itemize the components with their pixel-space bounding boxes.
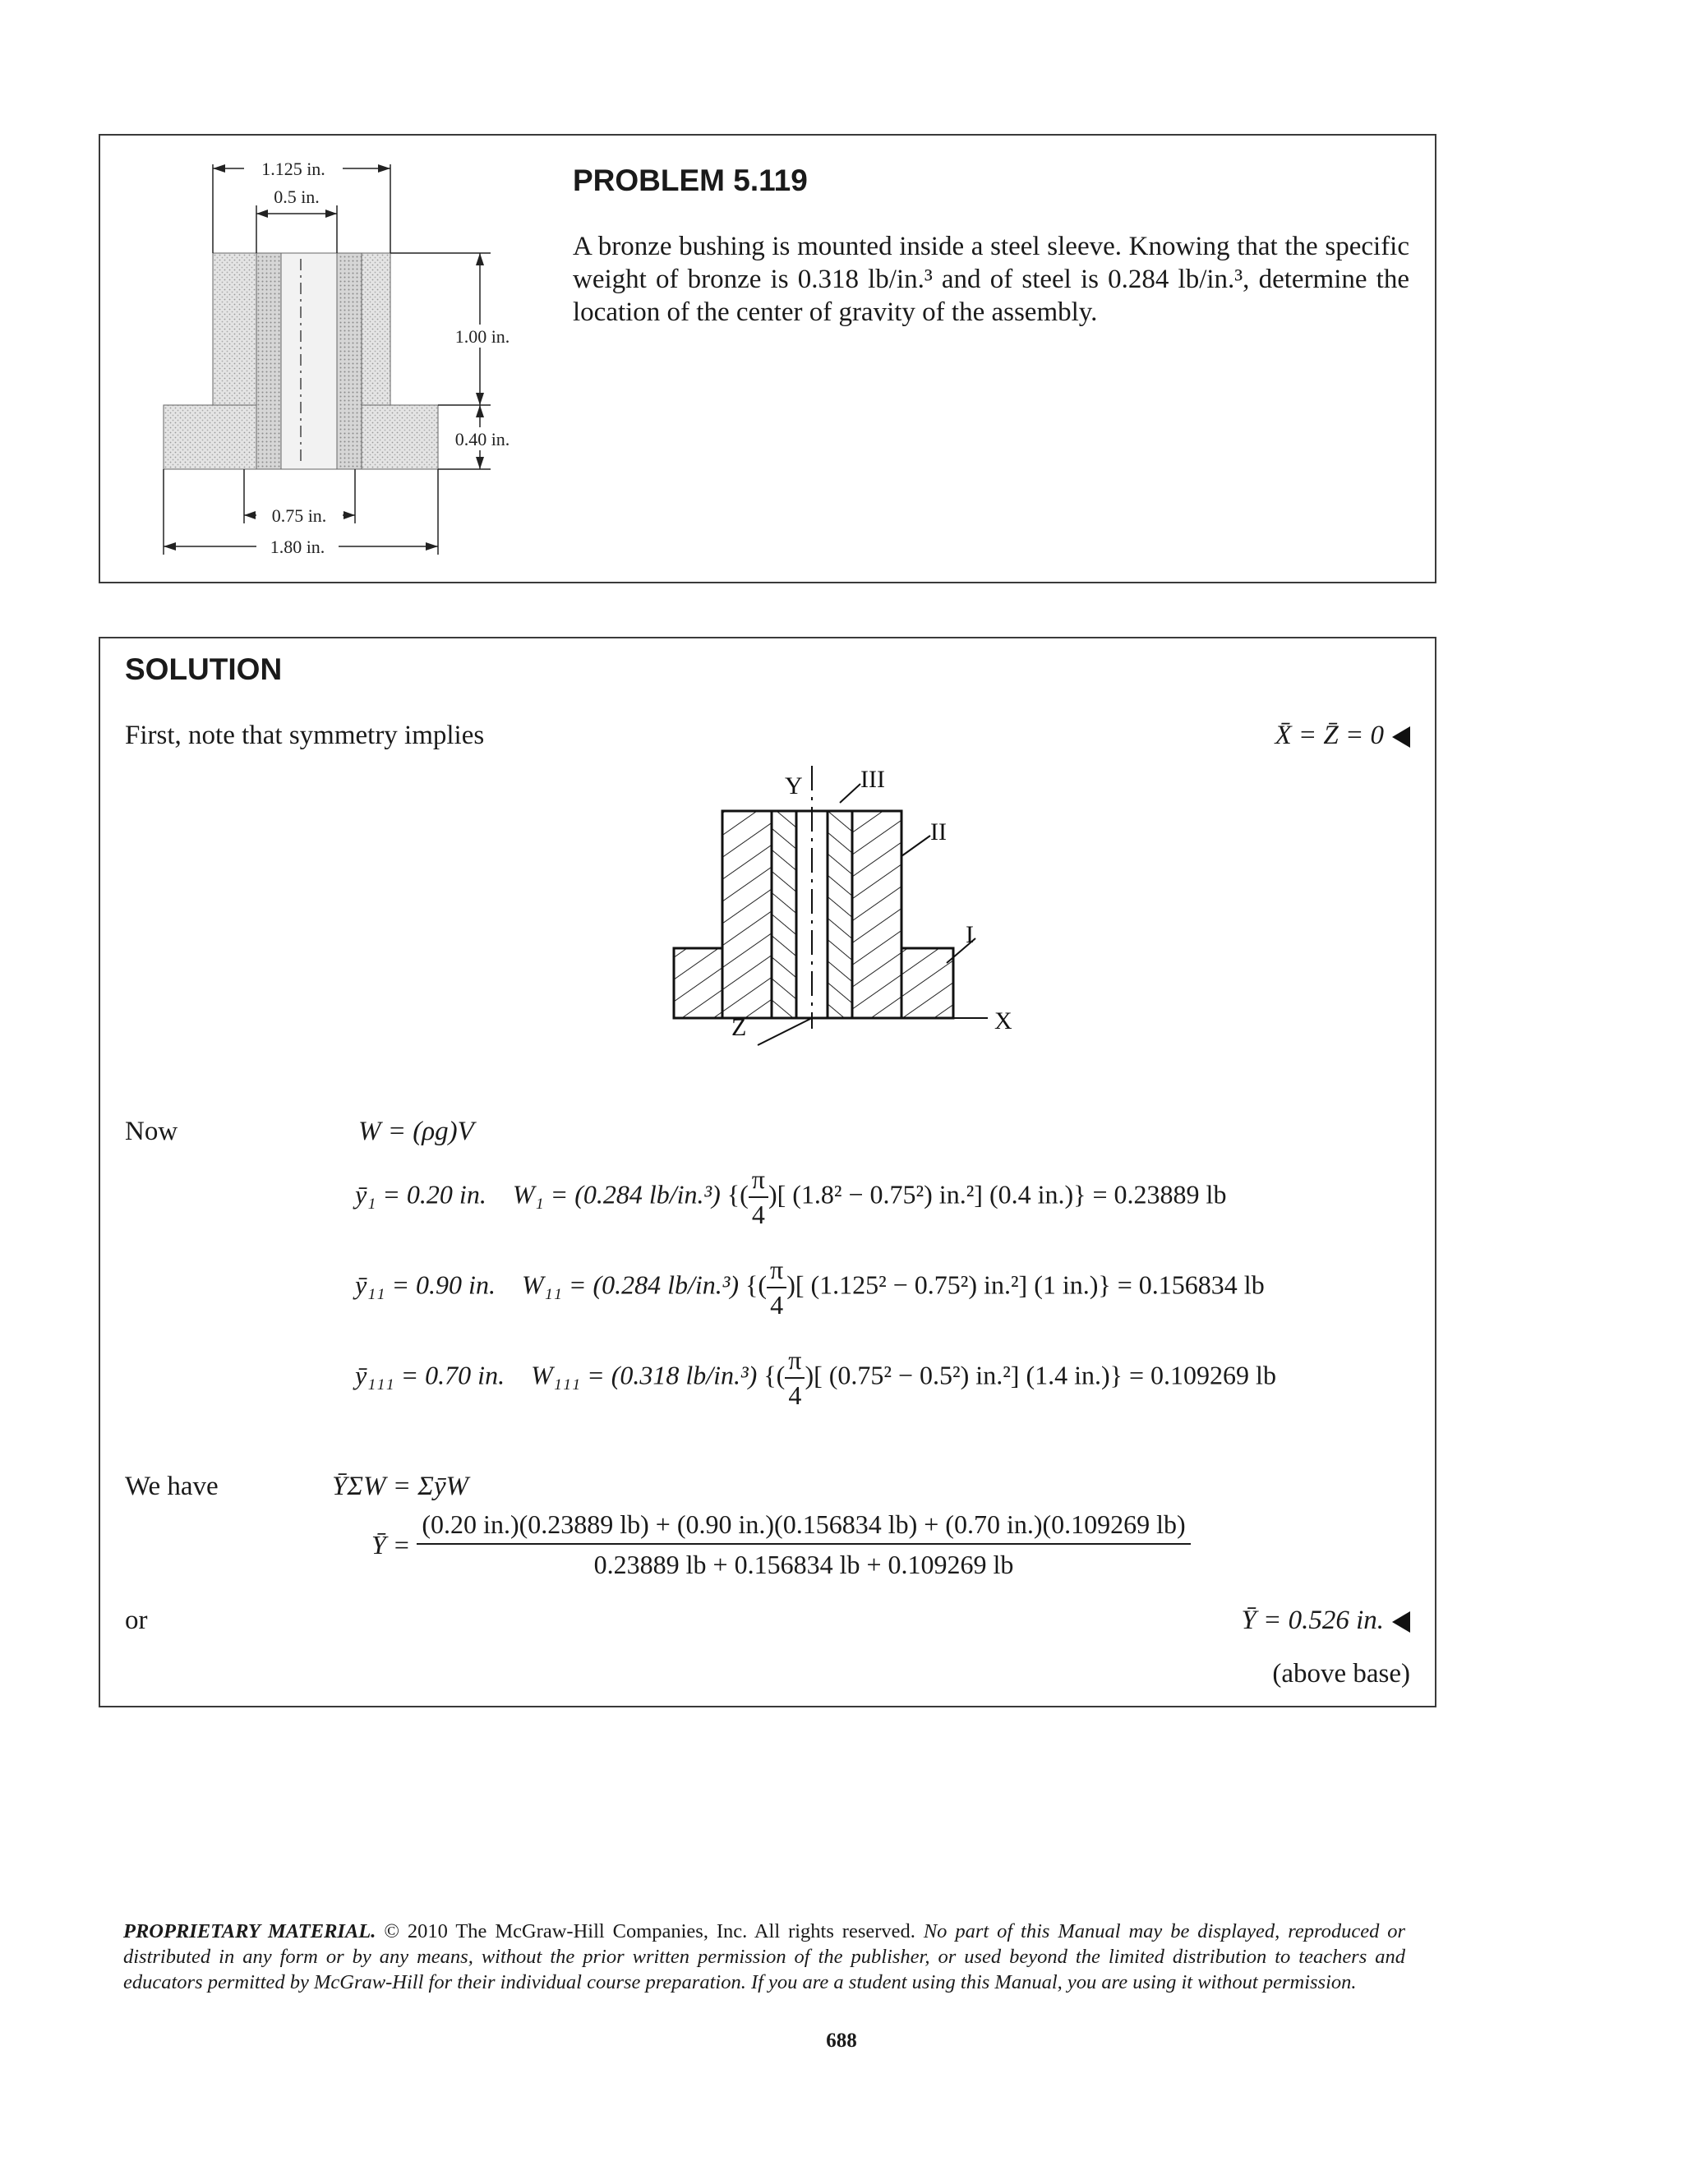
sum-equation: ȲΣW = ΣȳW [332,1472,468,1501]
dim-outer-top: 1.125 in. [261,159,325,179]
dims-2: (1.125² − 0.75²) in.² [810,1269,1019,1300]
footer-notice [123,1919,1405,1995]
bushing-wall-right [337,253,362,469]
we-have-label: We have [125,1472,219,1501]
length-3: (1.4 in.) [1026,1360,1110,1390]
pi-symbol: π [785,1345,805,1379]
dim-height-upper: 1.00 in. [454,326,510,347]
ybar-denominator: 0.23889 lb + 0.156834 lb + 0.109269 lb [593,1550,1014,1579]
pi-symbol: π [767,1255,786,1288]
w-1-lhs: W₁ = (0.284 lb/in.³) [512,1179,721,1209]
ybar-fraction [371,1509,1191,1580]
final-answer: Ȳ = 0.526 in. [1241,1604,1410,1637]
weight-formula: W = (ρg)V [358,1117,474,1146]
ybar-3: ȳ₁₁₁ = 0.70 in. [355,1360,505,1390]
dims-3: (0.75² − 0.5²) in.² [828,1360,1011,1390]
part-2-sleeve-left [722,811,772,1018]
or-label: or [125,1606,148,1635]
part-2-sleeve-right [852,811,901,1018]
problem-box [99,134,1436,583]
axis-label-x: X [994,1007,1012,1034]
bushing-dimension-figure [100,136,560,583]
four-denominator: 4 [788,1380,802,1410]
dim-hole: 0.75 in. [271,505,327,526]
label-part-2: II [930,818,947,845]
label-part-1: I [966,921,974,948]
now-label: Now [125,1117,178,1146]
dim-inner-top: 0.5 in. [274,187,320,207]
ybar-2: ȳ₁₁ = 0.90 in. [355,1269,496,1300]
dims-1: (1.8² − 0.75²) in.² [792,1179,975,1209]
symmetry-text: First, note that symmetry implies [125,721,485,750]
result-1: = 0.23889 lb [1092,1179,1227,1209]
dim-base: 1.80 in. [270,537,325,557]
length-1: (0.4 in.) [989,1179,1074,1209]
z-axis [758,1018,812,1045]
part-3-bushing-right [828,811,852,1018]
weight-row-3: ȳ₁₁₁ = 0.70 in. W₁₁₁ = (0.318 lb/in.³) {( $\frac{\pi}{4}$ )[ (0.75² − 0.5²) in.²] (1.4 in.)} = 0.109269 lb [355,1345,1276,1410]
usage-notice: No part of this Manual may be displayed, reproduced or distributed in any form or by any means, without the prior written permission of the publisher, or used beyond the limited distribution to teachers and educators permitted by McGraw-Hill for their individual course preparation. If you are a student using this Manual, you are using it without permission. [123,1920,1406,1993]
bore [281,253,337,469]
problem-statement: A bronze bushing is mounted inside a steel sleeve. Knowing that the specific weight of bronze is 0.318 lb/in.³ and of steel is 0.284 lb/in.³, determine the location of the center of gravity of the assembly. [573,232,1409,327]
four-denominator: 4 [770,1290,784,1320]
ybar-numerator: (0.20 in.)(0.23889 lb) + (0.90 in.)(0.156834 lb) + (0.70 in.)(0.109269 lb) [417,1509,1190,1545]
symmetry-result: X̄ = Z̄ = 0 [1275,719,1410,752]
cross-section-diagram [569,766,1012,1041]
page-number: 688 [826,2030,857,2052]
copyright-text: © 2010 The McGraw-Hill Companies, Inc. All rights reserved. [384,1920,915,1942]
ybar-lhs: Ȳ = [371,1529,411,1560]
bushing-wall-left [256,253,281,469]
weight-row-1: ȳ₁ = 0.20 in. W₁ = (0.284 lb/in.³) {( $\frac{\pi}{4}$ )[ (1.8² − 0.75²) in.²] (0.4 in.)} = 0.23889 lb [355,1164,1227,1229]
answer-marker-icon [1392,1611,1410,1633]
problem-title: PROBLEM 5.119 [573,164,808,197]
solution-heading: SOLUTION [125,652,283,686]
length-2: (1 in.) [1034,1269,1099,1300]
ybar-1: ȳ₁ = 0.20 in. [355,1179,486,1209]
result-2: = 0.156834 lb [1117,1269,1265,1300]
solution-box [99,637,1436,1707]
result-3: = 0.109269 lb [1129,1360,1276,1390]
axis-label-y: Y [785,772,803,799]
label-part-3: III [860,766,885,793]
pi-symbol: π [749,1164,768,1198]
dim-height-flange: 0.40 in. [454,429,510,449]
answer-marker-icon [1392,726,1410,748]
above-base-note: (above base) [1272,1659,1410,1689]
w-2-lhs: W₁₁ = (0.284 lb/in.³) [521,1269,740,1300]
weight-row-2: ȳ₁₁ = 0.90 in. W₁₁ = (0.284 lb/in.³) {( $\frac{\pi}{4}$ )[ (1.125² − 0.75²) in.²] (1 in.)} = 0.156834 lb [355,1255,1265,1320]
axis-label-z: Z [731,1014,747,1041]
proprietary-label: PROPRIETARY MATERIAL. [123,1920,376,1942]
w-3-lhs: W₁₁₁ = (0.318 lb/in.³) [531,1360,758,1390]
four-denominator: 4 [751,1200,765,1229]
part-3-bushing-left [772,811,796,1018]
